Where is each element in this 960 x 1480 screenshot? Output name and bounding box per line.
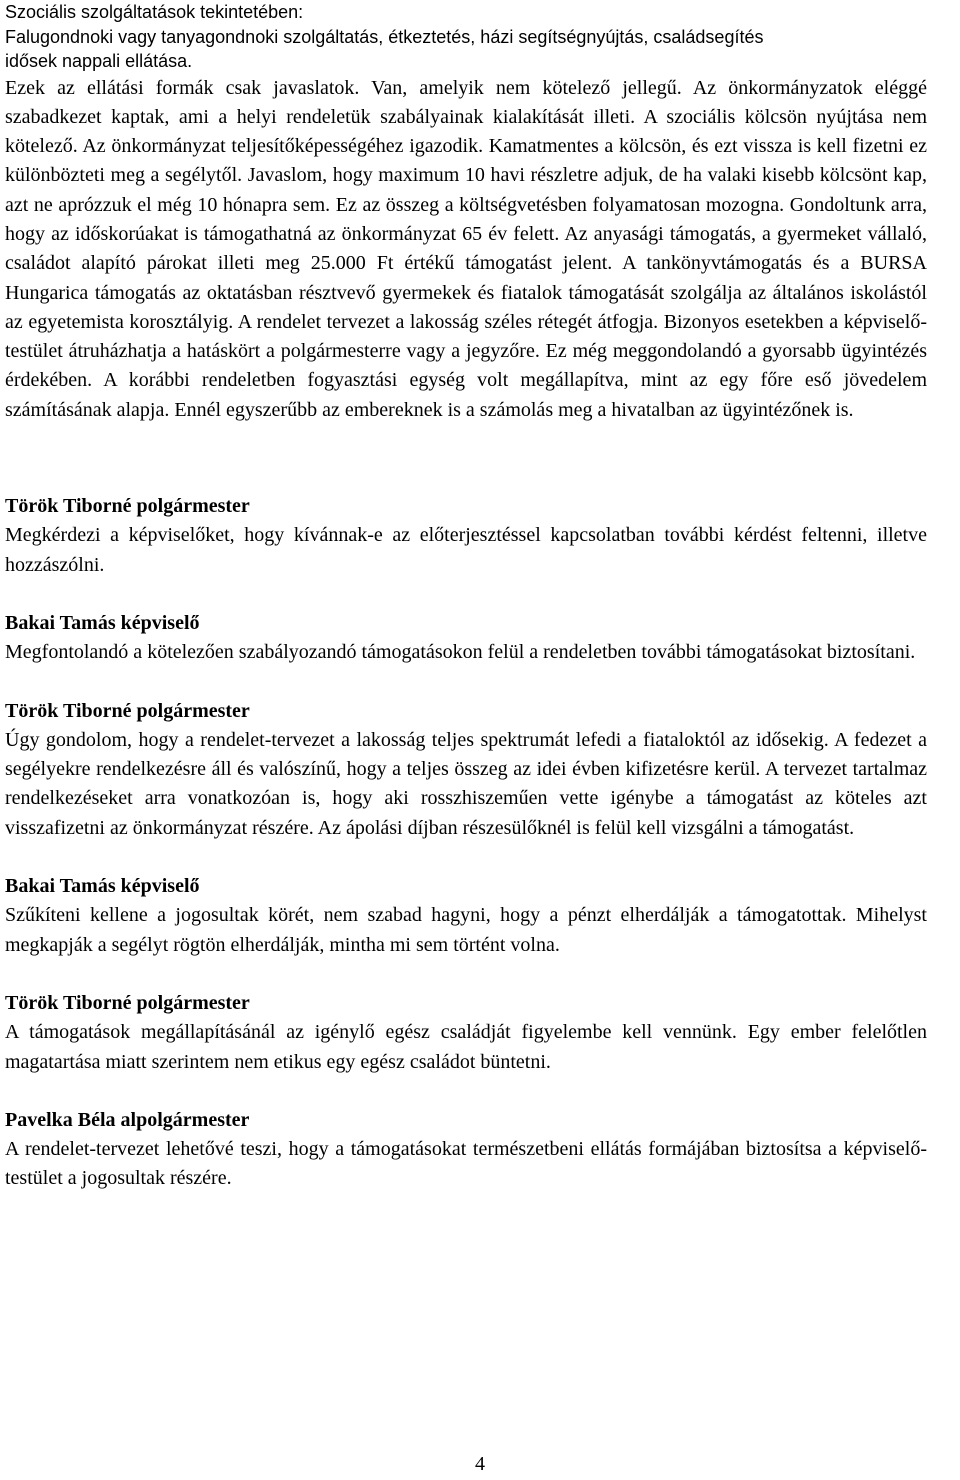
intro-block	[5, 0, 927, 74]
speaker-name: Bakai Tamás képviselő	[5, 875, 200, 898]
speech-block	[5, 872, 927, 960]
speech-block	[5, 609, 927, 668]
page-number: 4	[475, 1453, 485, 1475]
speech-text: Szűkíteni kellene a jogosultak körét, nem szabad hagyni, hogy a pénzt elherdálják a támogatottak. Mihelyst megkapják a segélyt rögtön elherdálják, mintha mi sem történt volna.	[5, 904, 927, 956]
speech-text: A rendelet-tervezet lehetővé teszi, hogy a támogatásokat természetbeni ellátás formájában biztosítsa a képviselő-testület a jogosultak részére.	[5, 1138, 927, 1190]
intro-line-3: idősek nappali ellátása.	[5, 51, 193, 71]
intro-line-1: Szociális szolgáltatások tekintetében:	[5, 2, 304, 22]
speaker-name: Bakai Tamás képviselő	[5, 611, 200, 634]
speech-block	[5, 989, 927, 1077]
intro-line-2: Falugondnoki vagy tanyagondnoki szolgáltatás, étkeztetés, házi segítségnyújtás, családsegítés	[5, 26, 764, 47]
speech-block	[5, 1106, 927, 1194]
speaker-name: Török Tiborné polgármester	[5, 991, 250, 1014]
main-paragraph: Ezek az ellátási formák csak javaslatok. Van, amelyik nem kötelező jellegű. Az önkormányzatok eléggé szabadkezet kaptak, ami a helyi rendeletük szabályainak kialakítását illeti. A szociális kölcsön nyújtása nem kötelező. Az önkormányzat teljesítőképességéhez igazodik. Kamatmentes a kölcsön, és ezt vissza is kell fizetni ez különbözteti meg a segélytől. Javaslom, hogy maximum 10 havi részletre adjuk, de ha valaki kisebb kölcsönt kap, azt ne aprózzuk el még 10 hónapra sem. Ez az összeg a költségvetésben folyamatosan mozogna. Gondoltunk arra, hogy az időskorúakat is támogathatná az önkormányzat 65 év felett. Az anyasági támogatás, a gyermeket vállaló, családot alapító párokat illeti meg 25.000 Ft értékű támogatást jelent. A tankönyvtámogatás és a BURSA Hungarica támogatás az oktatásban résztvevő gyermekek és fiatalok támogatását szolgálja az általános iskolástól az egyetemista korosztályig. A rendelet tervezet a lakosság széles rétegét átfogja. Bizonyos esetekben a képviselő-testület átruházhatja a hatáskört a polgármesterre vagy a jegyzőre. Ez még meggondolandó a gyorsabb ügyintézés érdekében. A korábbi rendeletben fogyasztási egység volt megállapítva, mint az egy főre eső jövedelem számításának alapja. Ennél egyszerűbb az embereknek is a számolás meg a hivatalban az ügyintézőnek is.	[5, 76, 927, 421]
speech-text: A támogatások megállapításánál az igénylő egész családját figyelembe kell vennünk. Egy ember felelőtlen magatartása miatt szerintem nem etikus egy egész családot büntetni.	[5, 1021, 927, 1073]
speaker-name: Török Tiborné polgármester	[5, 699, 250, 722]
speech-text: Megfontolandó a kötelezően szabályozandó támogatásokon felül a rendeletben további támogatásokat biztosítani.	[5, 641, 916, 664]
speaker-name: Török Tiborné polgármester	[5, 495, 250, 518]
speech-block	[5, 492, 927, 580]
speech-text: Úgy gondolom, hogy a rendelet-tervezet a lakosság teljes spektrumát lefedi a fiataloktól az idősekig. A fedezet a segélyekre rendelkezésre áll és valószínű, hogy a teljes összeg az idei évben kifizetésre kerül. A tervezet tartalmaz rendelkezéseket arra vonatkozóan is, hogy aki rosszhiszeműen vette igénybe a támogatást az köteles azt visszafizetni az önkormányzat részére. Az ápolási díjban részesülőknél is felül kell vizsgálni a támogatást.	[5, 728, 927, 839]
speech-block	[5, 697, 927, 843]
speech-text: Megkérdezi a képviselőket, hogy kívánnak-e az előterjesztéssel kapcsolatban további kérdést feltenni, illetve hozzászólni.	[5, 524, 927, 576]
document-page	[5, 0, 927, 1194]
speaker-name: Pavelka Béla alpolgármester	[5, 1108, 250, 1131]
